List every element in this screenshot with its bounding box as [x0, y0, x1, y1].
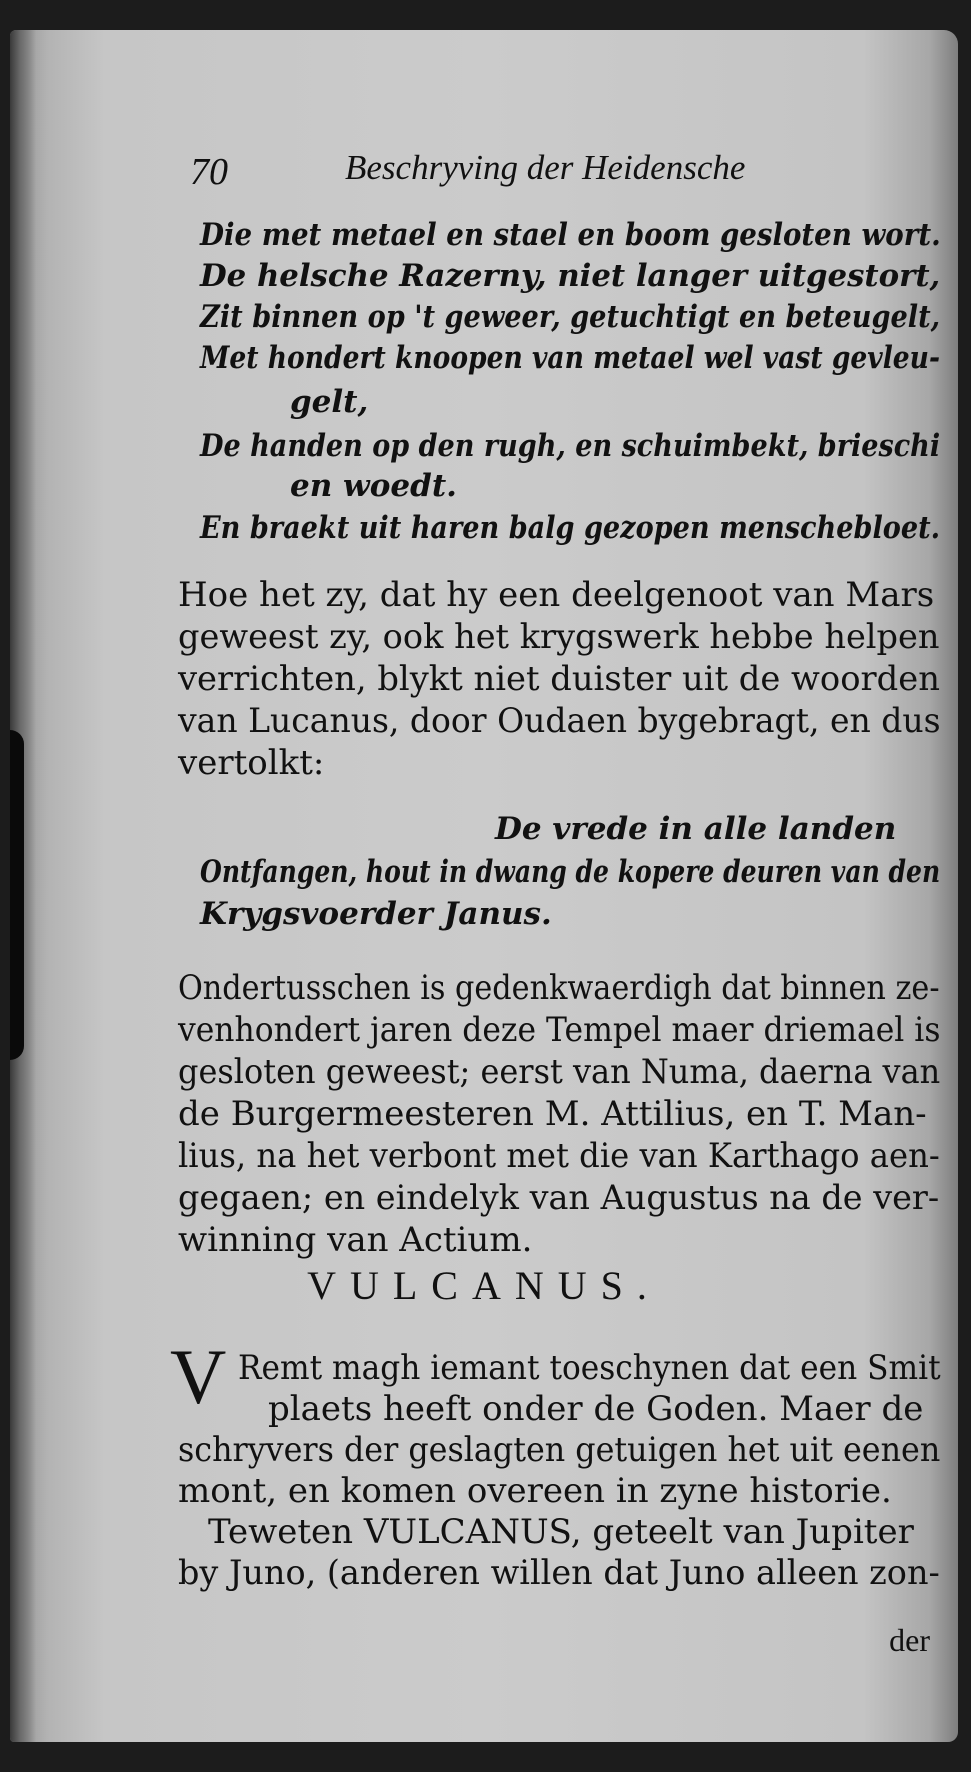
- text-line: van Lucanus, door Oudaen bygebragt, en dus: [178, 701, 941, 741]
- text-line: venhondert jaren deze Tempel maer driemael is: [178, 1010, 941, 1050]
- book-page: [10, 30, 958, 1742]
- running-title: Beschryving der Heidensche: [345, 148, 746, 187]
- text-line: Teweten VULCANUS, geteelt van Jupiter: [208, 1512, 914, 1552]
- text-line: verrichten, blykt niet duister uit de woorden: [178, 659, 940, 699]
- text-line: winning van Actium.: [178, 1220, 533, 1260]
- text-line: lius, na het verbont met die van Karthago aen-: [178, 1136, 940, 1176]
- text-line: by Juno, (anderen willen dat Juno alleen zon-: [178, 1553, 940, 1593]
- catchword: der: [889, 1622, 930, 1658]
- poem-line: gelt,: [290, 384, 369, 420]
- poem-line: De vrede in alle landen: [495, 811, 897, 847]
- text-line: Remt magh iemant toeschynen dat een Smit: [238, 1348, 941, 1388]
- poem-line: Krygsvoerder Janus.: [200, 896, 552, 932]
- page-text: [10, 30, 958, 1742]
- poem-line: Met hondert knoopen van metael wel vast gevleu-: [200, 340, 940, 376]
- binding-shadow: [10, 730, 24, 1060]
- text-line: gesloten geweest; eerst van Numa, daerna van: [178, 1052, 941, 1092]
- poem-line: en woedt.: [290, 468, 457, 504]
- text-line: geweest zy, ook het krygswerk hebbe helpen: [178, 617, 940, 657]
- page-number: 70: [190, 151, 228, 193]
- text-line: de Burgermeesteren M. Attilius, en T. Man-: [178, 1094, 927, 1134]
- poem-line: De handen op den rugh, en schuimbekt, brieschi: [200, 428, 941, 464]
- text-line: Hoe het zy, dat hy een deelgenoot van Mars: [178, 575, 935, 615]
- text-line: vertolkt:: [178, 743, 325, 783]
- text-line: gegaen; en eindelyk van Augustus na de ver-: [178, 1178, 940, 1218]
- poem-line: Die met metael en stael en boom gesloten wort.: [200, 217, 941, 253]
- text-line: Ondertusschen is gedenkwaerdigh dat binnen ze-: [178, 968, 940, 1008]
- section-heading: VULCANUS.: [307, 1263, 661, 1308]
- text-line: mont, en komen overeen in zyne historie.: [178, 1471, 892, 1511]
- poem-line: En braekt uit haren balg gezopen menschebloet.: [200, 510, 941, 546]
- text-line: schryvers der geslagten getuigen het uit eenen: [178, 1430, 941, 1470]
- drop-cap: V: [170, 1333, 227, 1420]
- poem-line: Zit binnen op 't geweer, getuchtigt en beteugelt,: [200, 299, 941, 335]
- poem-line: De helsche Razerny, niet langer uitgestort,: [200, 258, 941, 294]
- text-line: plaets heeft onder de Goden. Maer de: [268, 1389, 924, 1429]
- poem-line: Ontfangen, hout in dwang de kopere deuren van den: [200, 854, 941, 890]
